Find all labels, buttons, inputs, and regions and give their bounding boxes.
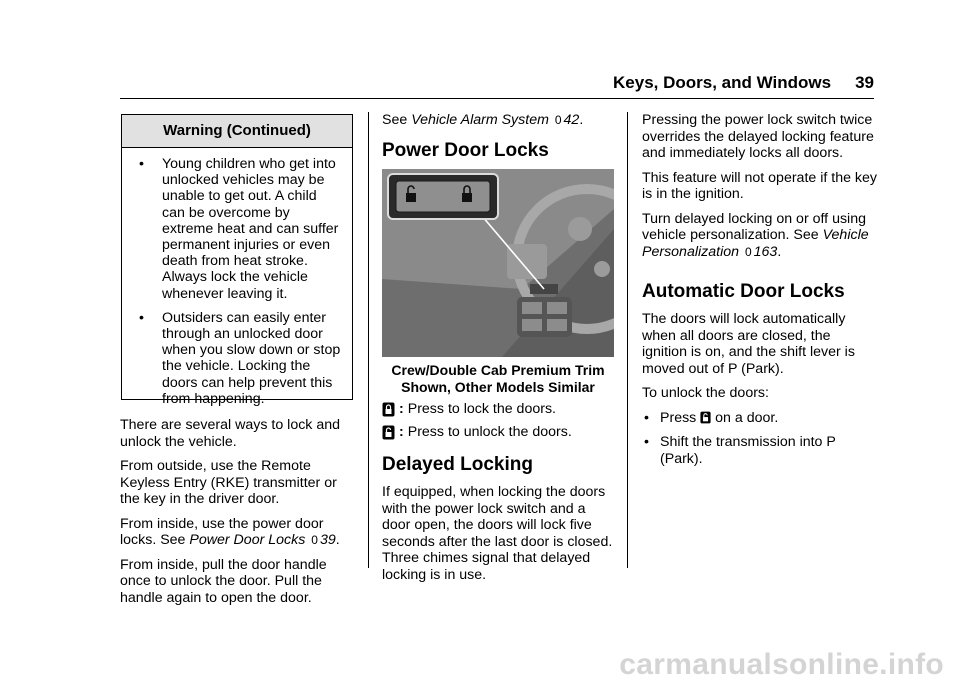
page-number: 39 [855, 73, 874, 92]
warning-heading: Warning (Continued) [122, 115, 352, 148]
punctuation: . [777, 243, 782, 260]
photo-caption: Crew/Double Cab Premium Trim Shown, Other Models Similar [391, 362, 605, 395]
cross-reference-link[interactable]: Vehicle Alarm System [411, 112, 549, 128]
paragraph [120, 458, 356, 508]
paragraph: This feature will not operate if the key is in the ignition. [642, 169, 878, 202]
heading-power-door-locks: Power Door Locks [382, 140, 549, 161]
page-ref-number[interactable]: 42 [563, 112, 580, 128]
page-ref-arrow: 0 [311, 533, 318, 547]
paragraph: Pressing the power lock switch twice overrides the delayed locking feature and immediately locks all doors. [642, 112, 874, 161]
lock-line [382, 401, 556, 417]
unlock-steps-list [642, 410, 878, 468]
unlock-line [382, 424, 572, 440]
lock-instruction: Press to lock the doors. [407, 401, 556, 417]
paragraph-text: See [382, 112, 412, 128]
list-item-text: Press [660, 409, 697, 426]
delayed-paragraph-wrap [382, 484, 614, 591]
list-item: • Shift the transmission into P (Park). [642, 434, 878, 467]
door-lock-switch-photo [382, 169, 614, 357]
section-title: Keys, Doors, and Windows [613, 73, 832, 92]
warning-item: • Outsiders can easily enter through an unlocked door when you slow down or stop the vehicle. Locking the doors can help prevent this from happening. [132, 310, 342, 407]
list-item-text: on a door. [715, 409, 779, 426]
lock-open-icon [700, 411, 711, 424]
paragraph: The doors will lock automatically when all doors are closed, the ignition is on, and the shift lever is moved out of P (Park). [642, 311, 855, 377]
paragraph: There are several ways to lock and unlock the vehicle. [120, 417, 341, 450]
paragraph-text: From inside, use the power door locks. See [120, 515, 324, 548]
list-item [642, 410, 878, 427]
page-ref-number[interactable]: 163 [753, 243, 778, 260]
lock-closed-icon [382, 402, 395, 417]
heading-automatic-door-locks: Automatic Door Locks [642, 281, 845, 302]
paragraph-text: Turn delayed locking on or off using vehicle personalization. See [642, 210, 866, 243]
unlock-instruction: Press to unlock the doors. [407, 424, 572, 440]
paragraph: From inside, pull the door handle once to unlock the door. Pull the handle again to open the door. [120, 556, 327, 606]
warning-item: • Young children who get into unlocked vehicles may be unable to get out. A child can be overcome by extreme heat and can suffer permanent injuries or even death from heat stroke. Always lock the vehicle whenever leaving it. [132, 156, 342, 302]
warning-list [122, 148, 352, 407]
middle-see-line [382, 112, 614, 129]
column-divider-2 [627, 112, 628, 568]
page-ref-arrow: 0 [554, 113, 562, 127]
page-header [613, 73, 874, 93]
watermark: carmanualsonline.info [619, 648, 944, 681]
paragraph [120, 516, 356, 549]
cross-reference-link[interactable]: Power Door Locks [189, 532, 306, 548]
cross-reference-link[interactable]: Vehicle Personalization [642, 227, 869, 260]
left-column [120, 417, 356, 614]
column-divider-1 [368, 112, 369, 568]
colon: : [399, 401, 404, 417]
punctuation: . [579, 112, 584, 128]
paragraph [642, 211, 878, 261]
warning-box [121, 114, 353, 407]
header-rule [120, 98, 874, 99]
paragraph: If equipped, when locking the doors with the power lock switch and a door open, the doors will lock five seconds after the last door is closed. Three chimes signal that delayed locking is in use. [382, 484, 613, 583]
paragraph-text: From outside, use the Remote Keyless Entry (RKE) transmitter or the key in the driver door. [120, 458, 337, 507]
right-column-top [642, 112, 878, 268]
lock-open-icon [382, 425, 395, 440]
paragraph: To unlock the doors: [642, 385, 769, 401]
door-panel-illustration [382, 169, 614, 357]
colon: : [399, 424, 404, 440]
page-ref-arrow: 0 [744, 244, 752, 259]
right-column-bottom [642, 311, 878, 475]
heading-delayed-locking: Delayed Locking [382, 454, 533, 475]
page-ref-number[interactable]: 39 [319, 532, 336, 548]
punctuation: . [335, 532, 340, 548]
